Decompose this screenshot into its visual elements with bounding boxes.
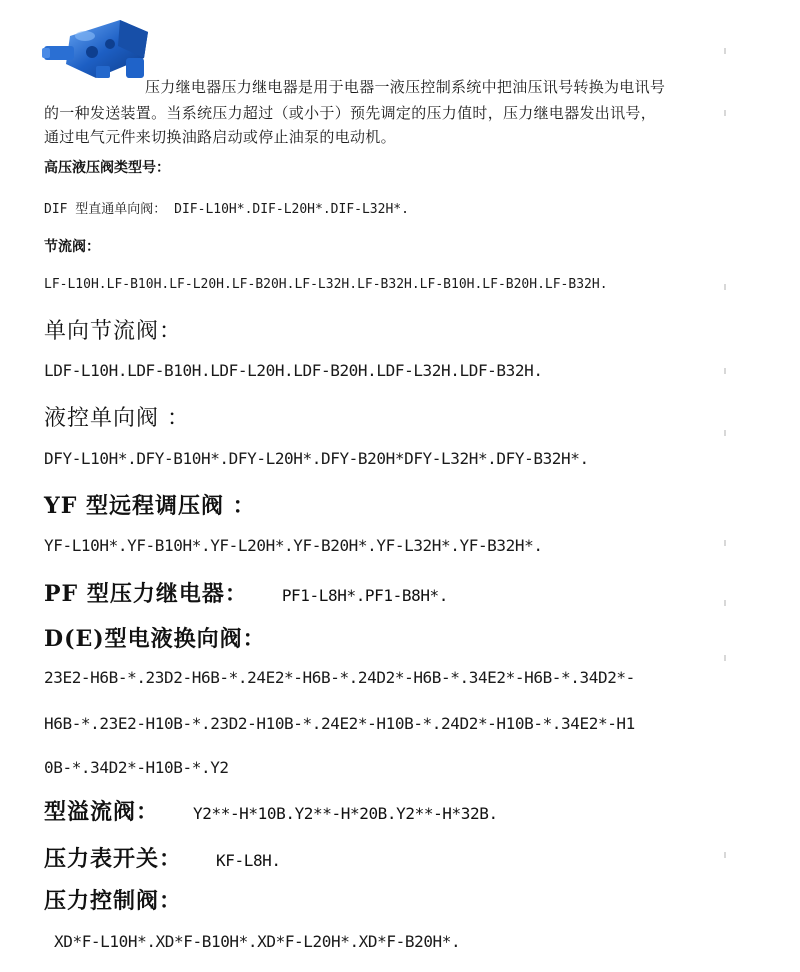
intro-line-1: 压力继电器压力继电器是用于电器一液压控制系统中把油压讯号转换为电讯号 <box>145 78 666 96</box>
de-directional-valve-models-1: 23E2-H6B-*.23D2-H6B-*.24E2*-H6B-*.24D2*-H6B-*.34E2*-H6B-*.34D2*- <box>44 668 635 687</box>
pressure-control-heading: 压力控制阀： <box>44 888 183 914</box>
intro-line-3: 通过电气元件来切换油路启动或停止油泵的电动机。 <box>44 128 396 146</box>
edge-mark <box>724 368 726 374</box>
pilot-check-valve-heading: 液控单向阀 ： <box>44 406 190 431</box>
high-pressure-valve-heading: 高压液压阀类型号： <box>44 160 170 176</box>
dif-check-valve-line: DIF 型直通单向阀： DIF-L10H*.DIF-L20H*.DIF-L32H*. <box>44 202 409 217</box>
de-directional-valve-models-3: 0B-*.34D2*-H10B-*.Y2 <box>44 758 229 777</box>
edge-mark <box>724 48 726 54</box>
de-directional-valve-heading: D(E)型电液换向阀： <box>44 626 266 652</box>
pilot-check-valve-models: DFY-L10H*.DFY-B10H*.DFY-L20H*.DFY-B20H*DFY-L32H*.DFY-B32H*. <box>44 449 589 468</box>
edge-mark <box>724 655 726 661</box>
gauge-switch-models: KF-L8H. <box>216 851 281 870</box>
edge-mark <box>724 284 726 290</box>
yf-remote-valve-models: YF-L10H*.YF-B10H*.YF-L20H*.YF-B20H*.YF-L32H*.YF-B32H*. <box>44 536 543 555</box>
edge-mark <box>724 110 726 116</box>
edge-mark <box>724 430 726 436</box>
throttle-valve-heading: 节流阀： <box>44 239 100 255</box>
pressure-control-models: XD*F-L10H*.XD*F-B10H*.XD*F-L20H*.XD*F-B20H*. <box>54 932 461 951</box>
relief-valve-row <box>44 795 498 826</box>
one-way-throttle-heading: 单向节流阀： <box>44 319 183 344</box>
edge-mark <box>724 540 726 546</box>
one-way-throttle-models: LDF-L10H.LDF-B10H.LDF-L20H.LDF-B20H.LDF-L32H.LDF-B32H. <box>44 361 543 380</box>
pf-pressure-relay-heading: PF 型压力继电器： <box>44 581 248 607</box>
pf-pressure-relay-models: PF1-L8H*.PF1-B8H*. <box>281 586 449 605</box>
intro-line-2: 的一种发送装置。当系统压力超过（或小于）预先调定的压力值时，压力继电器发出讯号， <box>44 104 657 122</box>
gauge-switch-row <box>44 842 281 873</box>
de-directional-valve-models-2: H6B-*.23E2-H10B-*.23D2-H10B-*.24E2*-H10B-*.24D2*-H10B-*.34E2*-H1 <box>44 714 635 733</box>
gauge-switch-heading: 压力表开关： <box>44 846 183 872</box>
throttle-valve-models: LF-L10H.LF-B10H.LF-L20H.LF-B20H.LF-L32H.LF-B32H.LF-B10H.LF-B20H.LF-B32H. <box>44 277 608 292</box>
edge-mark <box>724 600 726 606</box>
relief-valve-models: Y2**-H*10B.Y2**-H*20B.Y2**-H*32B. <box>193 804 498 823</box>
relief-valve-heading: 型溢流阀： <box>44 799 160 825</box>
hydraulic-valve-icon <box>40 18 160 86</box>
pf-pressure-relay-row <box>44 577 448 608</box>
yf-remote-valve-heading-text: YF 型远程调压阀 ： <box>44 493 256 519</box>
yf-remote-valve-heading <box>44 489 256 520</box>
edge-mark <box>724 852 726 858</box>
